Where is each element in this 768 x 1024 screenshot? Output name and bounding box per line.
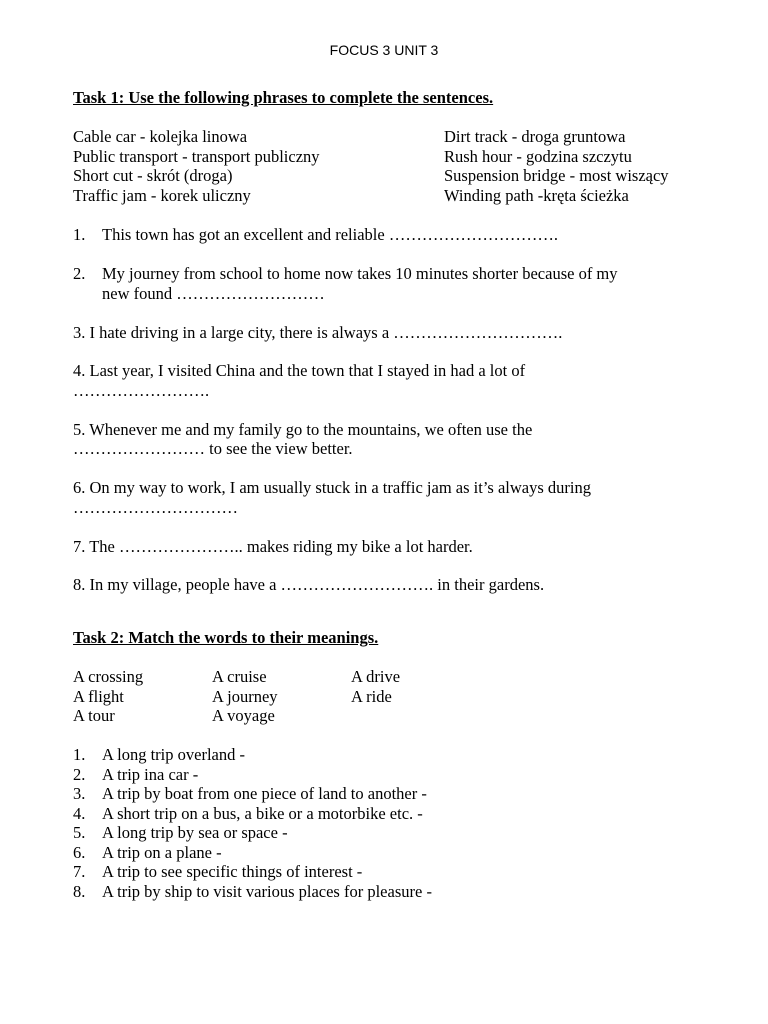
question-2-line-2: new found ………………………: [102, 284, 325, 303]
question-2-number: 2.: [73, 264, 86, 283]
word-flight: A flight: [73, 687, 124, 706]
vocab-right-1: Dirt track - droga gruntowa: [444, 127, 626, 146]
meaning-5-number: 5.: [73, 823, 86, 842]
vocab-right-4: Winding path -kręta ścieżka: [444, 186, 629, 205]
meaning-5-text: A long trip by sea or space -: [102, 823, 288, 842]
question-5-line-1: 5. Whenever me and my family go to the mountains, we often use the: [73, 420, 533, 439]
meaning-8-number: 8.: [73, 882, 86, 901]
meaning-7-number: 7.: [73, 862, 86, 881]
page-title: FOCUS 3 UNIT 3: [329, 42, 439, 58]
question-5-line-2: …………………… to see the view better.: [73, 439, 353, 458]
meaning-7-text: A trip to see specific things of interest -: [102, 862, 363, 881]
question-3: 3. I hate driving in a large city, there is always a ………………………….: [73, 323, 563, 342]
question-1-text: This town has got an excellent and reliable ………………………….: [102, 225, 558, 244]
question-7: 7. The ………………….. makes riding my bike a lot harder.: [73, 537, 473, 556]
vocab-right-3: Suspension bridge - most wiszący: [444, 166, 669, 185]
vocab-right-2: Rush hour - godzina szczytu: [444, 147, 632, 166]
word-tour: A tour: [73, 706, 115, 725]
meaning-2-number: 2.: [73, 765, 86, 784]
task2-heading: Task 2: Match the words to their meanings.: [73, 628, 379, 647]
word-drive: A drive: [351, 667, 401, 686]
meaning-3-text: A trip by boat from one piece of land to another -: [102, 784, 427, 803]
vocab-left-2: Public transport - transport publiczny: [73, 147, 320, 166]
question-6-line-2: …………………………: [73, 498, 238, 517]
word-ride: A ride: [351, 687, 392, 706]
meaning-1-number: 1.: [73, 745, 86, 764]
meaning-3-number: 3.: [73, 784, 86, 803]
meaning-4-number: 4.: [73, 804, 86, 823]
word-journey: A journey: [212, 687, 278, 706]
meaning-1-text: A long trip overland -: [102, 745, 245, 764]
word-voyage: A voyage: [212, 706, 275, 725]
question-2-line-1: My journey from school to home now takes 10 minutes shorter because of my: [102, 264, 618, 283]
task1-heading: Task 1: Use the following phrases to complete the sentences.: [73, 88, 494, 107]
question-8: 8. In my village, people have a ………………………. in their gardens.: [73, 575, 545, 594]
word-crossing: A crossing: [73, 667, 144, 686]
vocab-left-4: Traffic jam - korek uliczny: [73, 186, 251, 205]
meaning-6-text: A trip on a plane -: [102, 843, 222, 862]
question-4-line-2: …………………….: [73, 381, 210, 400]
word-cruise: A cruise: [212, 667, 267, 686]
question-6-line-1: 6. On my way to work, I am usually stuck in a traffic jam as it’s always during: [73, 478, 591, 497]
question-1-number: 1.: [73, 225, 86, 244]
question-4-line-1: 4. Last year, I visited China and the town that I stayed in had a lot of: [73, 361, 526, 380]
meaning-4-text: A short trip on a bus, a bike or a motorbike etc. -: [102, 804, 423, 823]
meaning-2-text: A trip ina car -: [102, 765, 199, 784]
vocab-left-3: Short cut - skrót (droga): [73, 166, 233, 185]
vocab-left-1: Cable car - kolejka linowa: [73, 127, 248, 146]
meaning-6-number: 6.: [73, 843, 86, 862]
meaning-8-text: A trip by ship to visit various places for pleasure -: [102, 882, 432, 901]
